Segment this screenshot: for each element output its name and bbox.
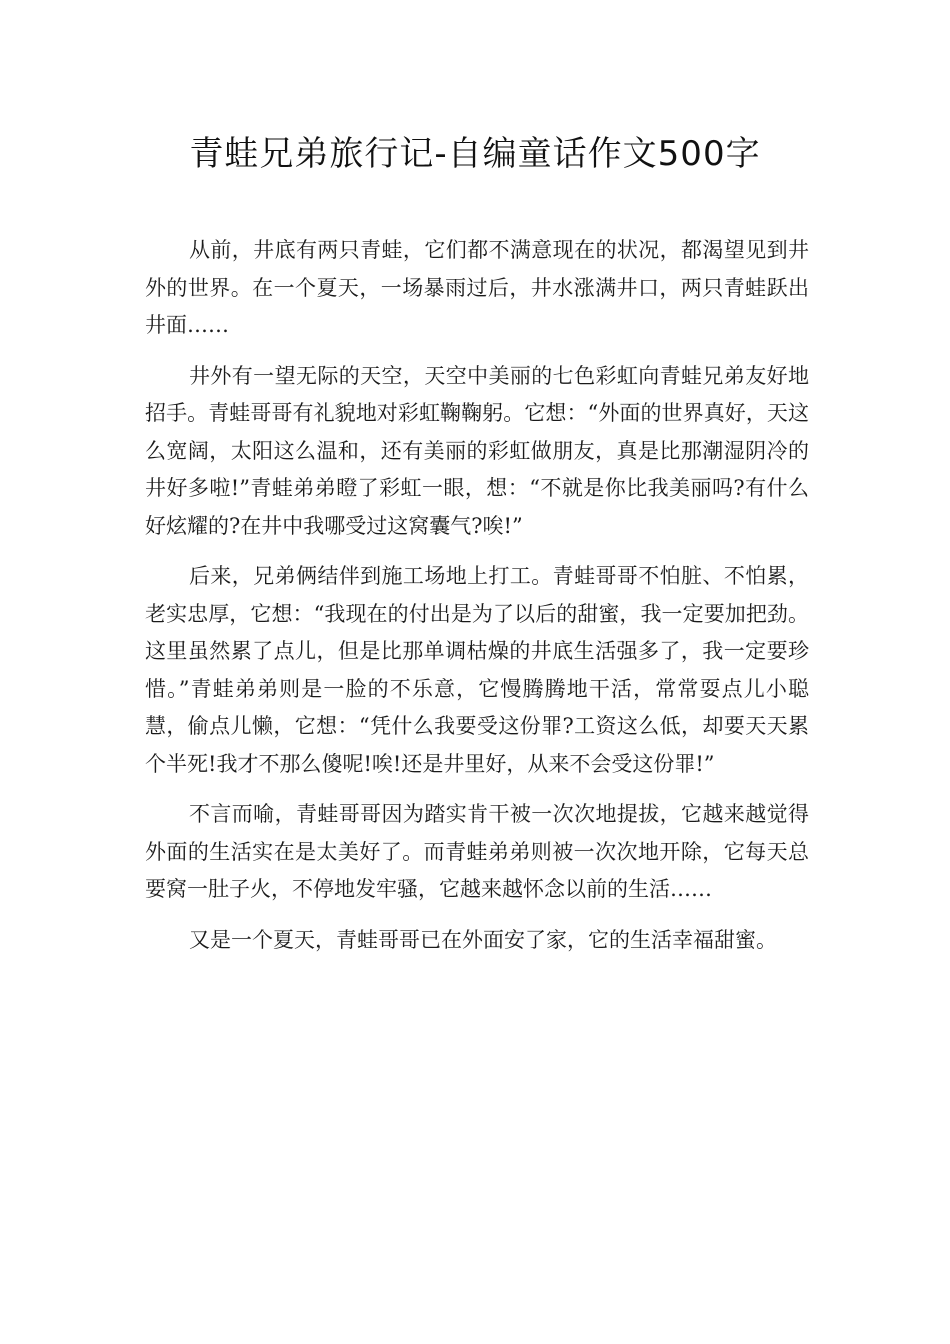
paragraph: 后来，兄弟俩结伴到施工场地上打工。青蛙哥哥不怕脏、不怕累，老实忠厚，它想：“我现在的付出是为了以后的甜蜜，我一定要加把劲。这里虽然累了点儿，但是比那单调枯燥的井底生活强多了，我一定要珍惜。”青蛙弟弟则是一脸的不乐意，它慢腾腾地干活，常常耍点儿小聪慧，偷点儿懒，它想：“凭什么我要受这份罪?工资这么低，却要天天累个半死!我才不那么傻呢!唉!还是井里好，从来不会受这份罪!”	[145, 564, 809, 776]
paragraph: 又是一个夏天，青蛙哥哥已在外面安了家，它的生活幸福甜蜜。	[189, 927, 777, 952]
document-title: 青蛙兄弟旅行记-自编童话作文500字	[189, 134, 761, 174]
paragraph: 井外有一望无际的天空，天空中美丽的七色彩虹向青蛙兄弟友好地招手。青蛙哥哥有礼貌地对彩虹鞠鞠躬。它想：“外面的世界真好，天这么宽阔，太阳这么温和，还有美丽的彩虹做朋友，真是比那潮湿阴冷的井好多啦!”青蛙弟弟瞪了彩虹一眼，想：“不就是你比我美丽吗?有什么好炫耀的?在井中我哪受过这窝囊气?唉!”	[145, 363, 809, 538]
document-body	[145, 232, 809, 972]
paragraph: 不言而喻，青蛙哥哥因为踏实肯干被一次次地提拔，它越来越觉得外面的生活实在是太美好了。而青蛙弟弟则被一次次地开除，它每天总要窝一肚子火，不停地发牢骚，它越来越怀念以前的生活……	[145, 802, 809, 901]
paragraph: 从前，井底有两只青蛙，它们都不满意现在的状况，都渴望见到井外的世界。在一个夏天，一场暴雨过后，井水涨满井口，两只青蛙跃出井面……	[145, 238, 809, 337]
